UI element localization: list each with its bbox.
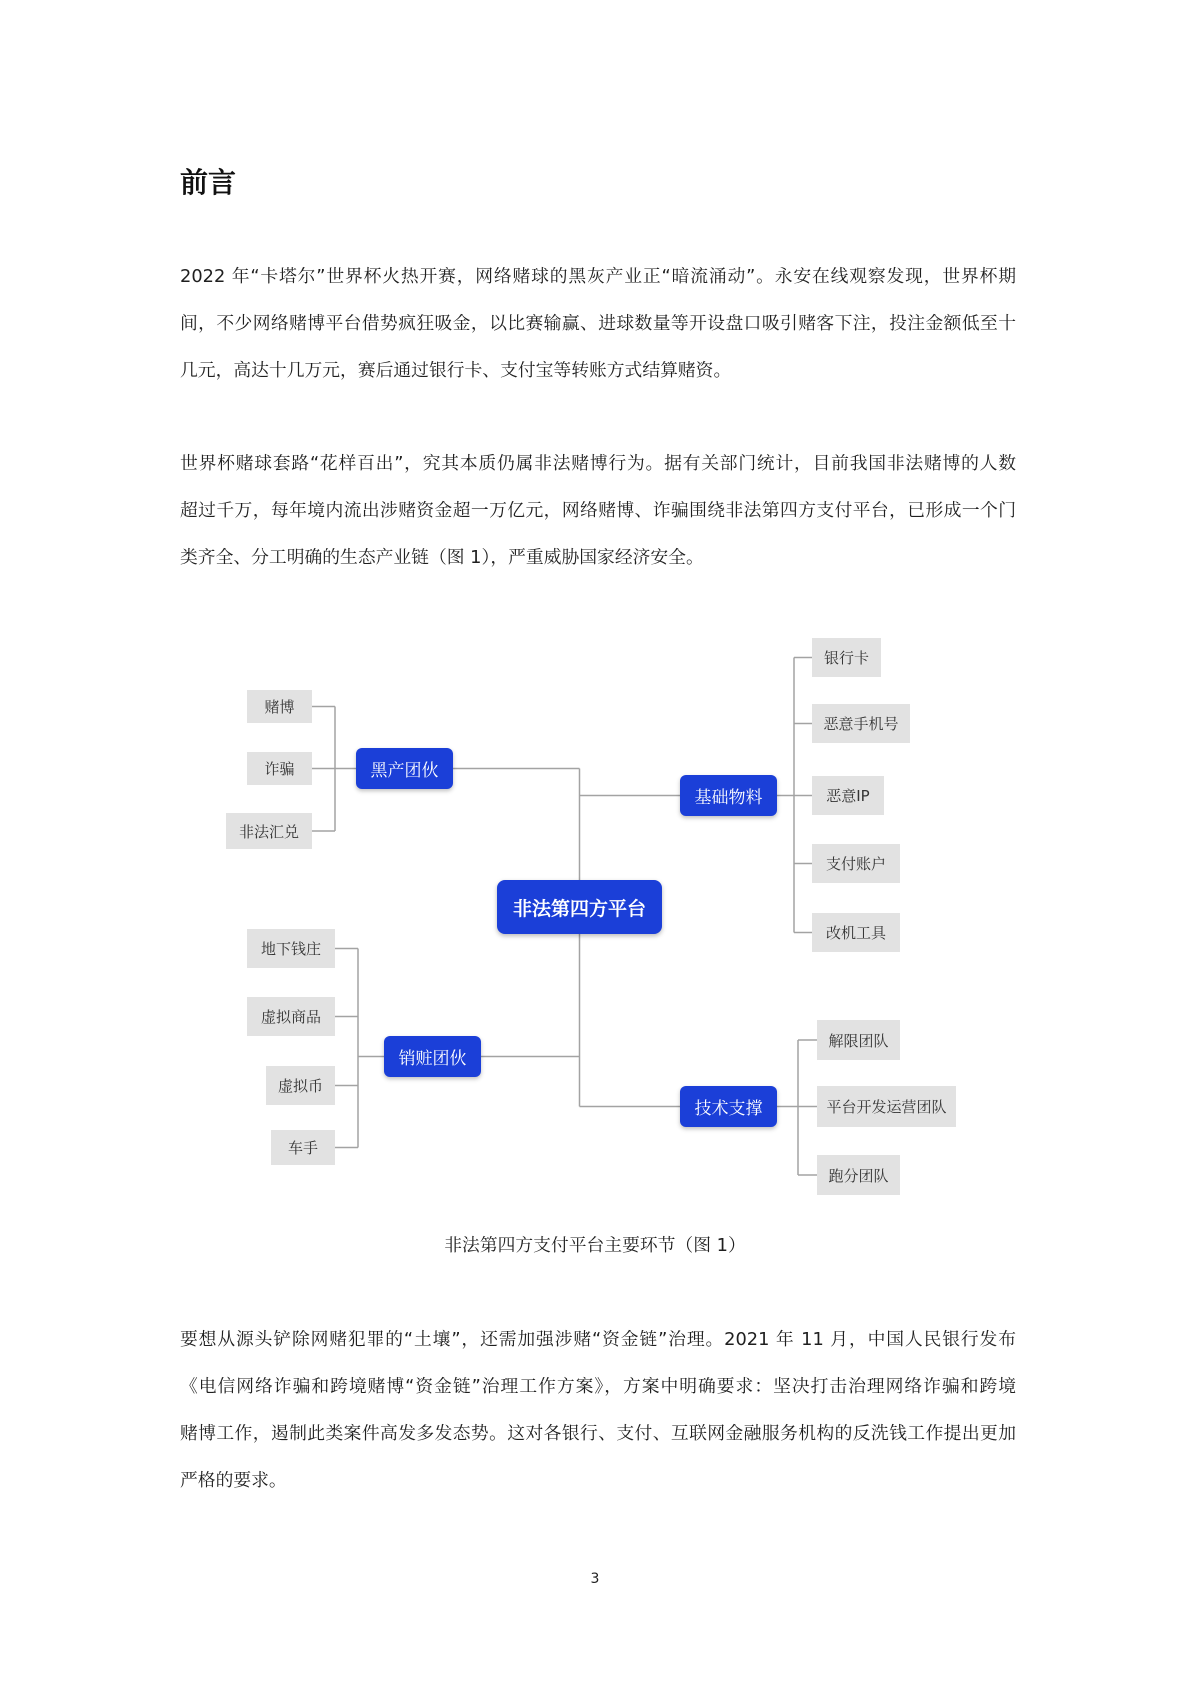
paragraph-intro (180, 253, 1016, 394)
node-malicious-phone-number: 恶意手机号 (812, 704, 910, 743)
paragraph-line: 几元，高达十几万元，赛后通过银行卡、支付宝等转账方式结算赌资。 (180, 360, 732, 381)
mind-map-diagram (210, 620, 970, 1210)
node-fraud: 诈骗 (247, 752, 312, 785)
node-black-industry-gang: 黑产团伙 (356, 748, 453, 789)
page-number: 3 (590, 1571, 600, 1587)
paragraph-line: 2022 年“卡塔尔”世界杯火热开赛，网络赌球的黑灰产业正“暗流涌动”。永安在线观察发现，世界杯期 (180, 266, 1016, 287)
node-platform-dev-ops-team: 平台开发运营团队 (817, 1086, 956, 1127)
paragraph-line: 类齐全、分工明确的生态产业链（图 1），严重威胁国家经济安全。 (180, 547, 704, 568)
paragraph-industry-chain (180, 440, 1016, 581)
figure-caption: 非法第四方支付平台主要环节（图 1） (444, 1235, 746, 1256)
paragraph-line: 赌博工作，遏制此类案件高发多发态势。这对各银行、支付、互联网金融服务机构的反洗钱工作提出更加 (180, 1423, 1016, 1444)
paragraph-line: 《电信网络诈骗和跨境赌博“资金链”治理工作方案》，方案中明确要求：坚决打击治理网络诈骗和跨境 (180, 1376, 1016, 1397)
node-limit-removal-team: 解限团队 (817, 1020, 900, 1060)
paragraph-line: 严格的要求。 (180, 1470, 287, 1491)
node-gambling: 赌博 (247, 690, 312, 723)
node-virtual-goods: 虚拟商品 (247, 997, 335, 1036)
node-technical-support: 技术支撑 (680, 1086, 777, 1127)
paragraph-line: 要想从源头铲除网赌犯罪的“土壤”，还需加强涉赌“资金链”治理。2021 年 11 月，中国人民银行发布 (180, 1329, 1016, 1350)
node-score-running-team: 跑分团队 (817, 1155, 900, 1195)
node-base-materials: 基础物料 (680, 775, 777, 816)
node-virtual-currency: 虚拟币 (266, 1066, 335, 1105)
paragraph-line: 超过千万，每年境内流出涉赌资金超一万亿元，网络赌博、诈骗围绕非法第四方支付平台，已形成一个门 (180, 500, 1016, 521)
paragraph-line: 世界杯赌球套路“花样百出”，究其本质仍属非法赌博行为。据有关部门统计，目前我国非法赌博的人数 (180, 453, 1016, 474)
node-money-mule: 车手 (271, 1130, 335, 1165)
node-illegal-fourth-party-platform: 非法第四方平台 (497, 880, 662, 934)
node-stolen-goods-gang: 销赃团伙 (384, 1036, 481, 1077)
paragraph-line: 间，不少网络赌博平台借势疯狂吸金，以比赛输赢、进球数量等开设盘口吸引赌客下注，投注金额低至十 (180, 313, 1016, 334)
node-payment-account: 支付账户 (812, 844, 900, 883)
node-malicious-ip: 恶意IP (812, 776, 884, 815)
node-device-modification-tool: 改机工具 (812, 913, 900, 952)
section-heading: 前言 (180, 166, 237, 199)
node-illegal-exchange: 非法汇兑 (226, 813, 312, 849)
node-bank-card: 银行卡 (812, 638, 881, 677)
node-underground-bank: 地下钱庄 (247, 929, 335, 968)
paragraph-fund-chain (180, 1316, 1016, 1504)
